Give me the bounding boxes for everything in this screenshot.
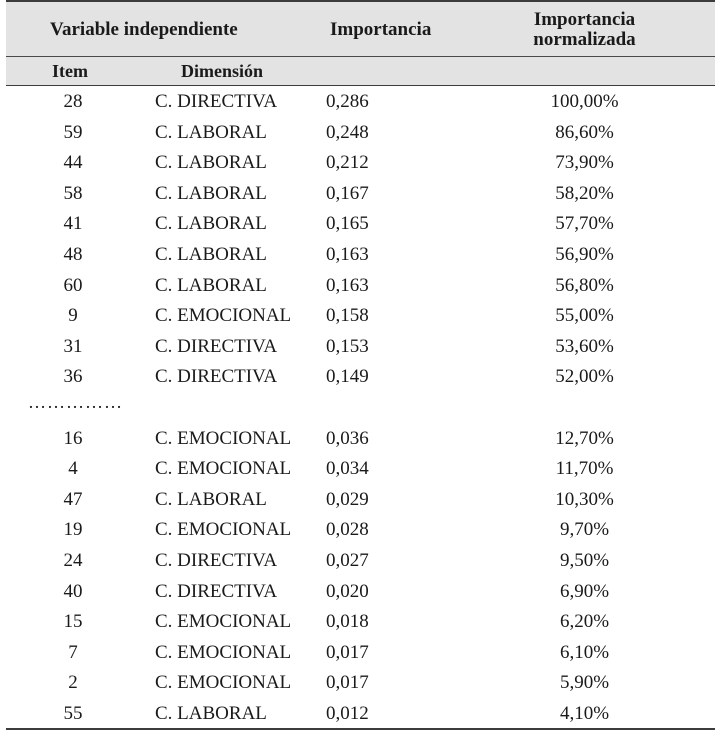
cell-item: 9 (68, 305, 78, 327)
cell-item: 24 (63, 549, 83, 571)
header-importancia-normalizada-line2: normalizada (533, 29, 636, 50)
cell-importancia: 0,286 (326, 91, 369, 112)
cell-importancia-normalizada: 9,70% (559, 519, 610, 541)
table-row (6, 208, 715, 239)
cell-item: 19 (63, 519, 83, 541)
header-row-primary (6, 2, 715, 56)
table-row (6, 545, 715, 576)
cell-importancia-normalizada: 73,90% (555, 152, 614, 174)
header-importancia-normalizada (496, 10, 673, 50)
cell-importancia: 0,167 (326, 182, 369, 204)
cell-item: 2 (68, 672, 78, 694)
cell-importancia-normalizada: 86,60% (555, 121, 614, 143)
table-row (6, 606, 715, 637)
cell-dimension: C. EMOCIONAL (155, 519, 292, 541)
cell-item: 36 (63, 366, 83, 388)
cell-importancia-normalizada: 4,10% (559, 702, 610, 724)
bottom-rule (6, 728, 715, 730)
cell-importancia: 0,012 (326, 702, 369, 724)
cell-dimension: C. LABORAL (155, 274, 267, 296)
table-row (6, 331, 715, 362)
cell-item: 15 (63, 611, 83, 633)
table-row (6, 667, 715, 698)
cell-importancia: 0,212 (326, 152, 369, 174)
table-row (6, 270, 715, 301)
cell-importancia-normalizada: 55,00% (555, 305, 614, 327)
cell-importancia: 0,036 (326, 427, 369, 449)
cell-importancia: 0,034 (326, 458, 369, 480)
cell-item: 48 (63, 243, 83, 265)
cell-dimension: C. LABORAL (155, 182, 267, 204)
cell-importancia: 0,149 (326, 366, 369, 388)
cell-importancia-normalizada: 56,90% (555, 243, 614, 265)
table-row (6, 637, 715, 668)
table-row (6, 147, 715, 178)
cell-dimension: C. DIRECTIVA (155, 335, 278, 357)
cell-importancia-normalizada: 56,80% (555, 274, 614, 296)
header-dimension: Dimensión (181, 61, 264, 81)
cell-importancia: 0,163 (326, 243, 369, 265)
table-row (6, 239, 715, 270)
cell-importancia: 0,020 (326, 580, 369, 602)
cell-dimension: C. EMOCIONAL (155, 427, 292, 449)
header-variable-independiente: Variable independiente (50, 19, 238, 40)
table-row (6, 117, 715, 148)
table-row (6, 514, 715, 545)
table-row (6, 300, 715, 331)
table-row (6, 86, 715, 117)
cell-importancia-normalizada: 9,50% (559, 549, 610, 571)
table-row (6, 361, 715, 392)
rows-bottom (6, 423, 715, 729)
cell-item: 58 (63, 182, 83, 204)
cell-dimension: C. LABORAL (155, 213, 267, 235)
cell-importancia-normalizada: 53,60% (555, 335, 614, 357)
cell-item: 4 (68, 458, 78, 480)
cell-importancia-normalizada: 11,70% (555, 458, 614, 480)
cell-item: 16 (63, 427, 83, 449)
table-row (6, 484, 715, 515)
table-row (6, 423, 715, 454)
cell-importancia-normalizada: 6,90% (559, 580, 610, 602)
cell-importancia: 0,018 (326, 611, 369, 633)
cell-dimension: C. EMOCIONAL (155, 611, 292, 633)
cell-importancia: 0,027 (326, 549, 369, 571)
cell-item: 31 (63, 335, 83, 357)
cell-importancia: 0,163 (326, 274, 369, 296)
cell-item: 55 (63, 702, 83, 724)
cell-item: 44 (63, 152, 83, 174)
cell-importancia-normalizada: 100,00% (550, 91, 619, 112)
cell-item: 7 (68, 641, 78, 663)
cell-importancia-normalizada: 10,30% (555, 488, 614, 510)
cell-dimension: C. DIRECTIVA (155, 580, 278, 602)
rows-top (6, 86, 715, 392)
cell-dimension: C. LABORAL (155, 243, 267, 265)
cell-importancia-normalizada: 58,20% (555, 182, 614, 204)
cell-dimension: C. LABORAL (155, 488, 267, 510)
header-importancia-normalizada-line1: Importancia (533, 9, 636, 30)
cell-item: 59 (63, 121, 83, 143)
cell-dimension: C. DIRECTIVA (155, 91, 278, 112)
ellipsis-row (6, 392, 715, 423)
cell-item: 28 (63, 91, 83, 112)
table-row (6, 453, 715, 484)
cell-dimension: C. DIRECTIVA (155, 549, 278, 571)
cell-item: 41 (63, 213, 83, 235)
cell-importancia: 0,017 (326, 641, 369, 663)
cell-dimension: C. EMOCIONAL (155, 305, 292, 327)
cell-importancia: 0,158 (326, 305, 369, 327)
cell-item: 60 (63, 274, 83, 296)
cell-dimension: C. LABORAL (155, 121, 267, 143)
cell-importancia-normalizada: 6,20% (559, 611, 610, 633)
cell-item: 40 (63, 580, 83, 602)
cell-importancia: 0,153 (326, 335, 369, 357)
cell-dimension: C. EMOCIONAL (155, 672, 292, 694)
ellipsis-separator: …………… (28, 391, 123, 412)
cell-dimension: C. EMOCIONAL (155, 641, 292, 663)
cell-importancia: 0,028 (326, 519, 369, 541)
cell-importancia-normalizada: 5,90% (559, 672, 610, 694)
header-row-secondary (6, 56, 715, 85)
importance-table (6, 0, 715, 730)
cell-dimension: C. DIRECTIVA (155, 366, 278, 388)
cell-importancia-normalizada: 57,70% (555, 213, 614, 235)
table-row (6, 178, 715, 209)
cell-importancia: 0,029 (326, 488, 369, 510)
cell-importancia: 0,165 (326, 213, 369, 235)
cell-dimension: C. LABORAL (155, 152, 267, 174)
table-row (6, 698, 715, 729)
cell-dimension: C. LABORAL (155, 702, 267, 724)
header-importancia: Importancia (330, 19, 432, 40)
cell-dimension: C. EMOCIONAL (155, 458, 292, 480)
header-item: Item (52, 61, 88, 81)
table-row (6, 576, 715, 607)
cell-importancia-normalizada: 12,70% (555, 427, 614, 449)
cell-importancia-normalizada: 6,10% (559, 641, 610, 663)
cell-item: 47 (63, 488, 83, 510)
cell-importancia-normalizada: 52,00% (555, 366, 614, 388)
cell-importancia: 0,017 (326, 672, 369, 694)
cell-importancia: 0,248 (326, 121, 369, 143)
table-body (6, 86, 715, 728)
